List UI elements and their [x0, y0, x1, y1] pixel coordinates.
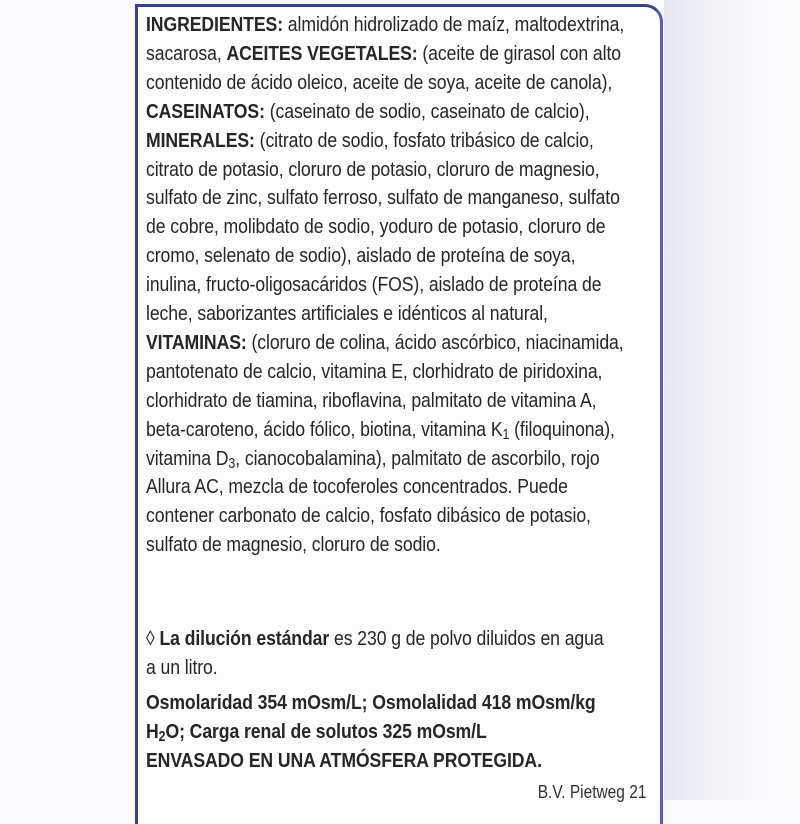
ingredient-line: [146, 71, 612, 95]
text-segment: 3: [228, 455, 236, 472]
note-line: [146, 720, 487, 749]
text-segment: sulfato de zinc, sulfato ferroso, sulfato de manganeso, sulfato: [146, 186, 620, 210]
text-segment: (caseinato de sodio, caseinato de calcio),: [264, 99, 590, 123]
text-segment: (aceite de girasol con alto: [417, 41, 621, 65]
note-line: [146, 627, 604, 651]
ingredient-line: [146, 273, 601, 297]
text-segment: (cloruro de colina, ácido ascórbico, niacinamida,: [246, 330, 624, 354]
text-segment: de cobre, molibdato de sodio, yoduro de potasio, cloruro de: [146, 215, 606, 239]
ingredient-line: [146, 186, 620, 210]
text-segment: pantotenato de calcio, vitamina E, clorhidrato de piridoxina,: [146, 359, 603, 383]
ingredient-line: [146, 447, 600, 476]
text-segment: contener carbonato de calcio, fosfato dibásico de potasio,: [146, 504, 591, 528]
ingredient-line: [146, 475, 568, 499]
text-segment: beta-caroteno, ácido fólico, biotina, vitamina K: [146, 417, 503, 441]
bold-text: VITAMINAS:: [146, 330, 247, 354]
text-segment: cromo, selenato de sodio), aislado de proteína de soya,: [146, 244, 576, 268]
bold-text: MINERALES:: [146, 128, 255, 152]
note-line: [146, 749, 542, 773]
ingredient-line: [146, 504, 591, 528]
text-segment: Allura AC, mezcla de tocoferoles concentrados. Puede: [146, 475, 568, 499]
ingredient-line: [146, 13, 624, 37]
text-segment: contenido de ácido oleico, aceite de soya, aceite de canola),: [146, 70, 613, 94]
text-segment: (filoquinona),: [509, 417, 615, 441]
bold-text: ACEITES VEGETALES:: [226, 41, 418, 65]
bold-text: ENVASADO EN UNA ATMÓSFERA PROTEGIDA.: [146, 749, 542, 772]
ingredient-line: [146, 129, 594, 153]
text-segment: (citrato de sodio, fosfato tribásico de calcio,: [254, 128, 594, 152]
bold-text: La dilución estándar: [159, 627, 330, 650]
text-segment: citrato de potasio, cloruro de potasio, cloruro de magnesio,: [146, 157, 600, 181]
note-line: [146, 691, 596, 715]
bold-text: O; Carga renal de solutos 325 mOsm/L: [165, 720, 487, 743]
ingredient-line: [146, 302, 548, 326]
ingredient-line: [146, 331, 624, 355]
text-segment: a un litro.: [146, 656, 218, 679]
ingredient-line: [146, 389, 596, 413]
background-band: [664, 0, 800, 800]
ingredients-panel: [135, 4, 663, 824]
bold-text: CASEINATOS:: [146, 99, 265, 123]
bold-text: 2: [158, 728, 166, 745]
ingredient-line: [146, 215, 605, 239]
bold-text: H: [146, 720, 159, 743]
text-segment: , cianocobalamina), palmitato de ascorbilo, rojo: [235, 446, 600, 470]
note-line: [146, 656, 218, 680]
ingredient-line: [146, 42, 621, 66]
text-segment: almidón hidrolizado de maíz, maltodextrina,: [282, 13, 625, 36]
text-segment: clorhidrato de tiamina, riboflavina, palmitato de vitamina A,: [146, 388, 597, 412]
text-segment: sacarosa,: [146, 41, 227, 65]
ingredient-line: [146, 533, 441, 557]
bold-text: Osmolaridad 354 mOsm/L; Osmolalidad 418 mOsm/kg: [146, 691, 596, 714]
text-segment: ◊: [146, 627, 160, 650]
text-segment: vitamina D: [146, 446, 229, 470]
text-segment: es 230 g de polvo diluidos en agua: [329, 627, 604, 650]
text-segment: sulfato de magnesio, cloruro de sodio.: [146, 533, 441, 557]
ingredient-line: [146, 418, 615, 447]
bold-text: INGREDIENTES:: [146, 13, 283, 36]
ingredient-line: [146, 158, 599, 182]
text-segment: 1: [502, 426, 510, 443]
text-segment: leche, saborizantes artificiales e idénticos al natural,: [146, 302, 548, 325]
text-segment: inulina, fructo-oligosacáridos (FOS), aislado de proteína de: [146, 273, 602, 297]
ingredient-line: [146, 360, 602, 384]
ingredient-line: [146, 244, 575, 268]
ingredient-line: [146, 100, 590, 124]
footer-address: B.V. Pietweg 21: [537, 782, 646, 802]
